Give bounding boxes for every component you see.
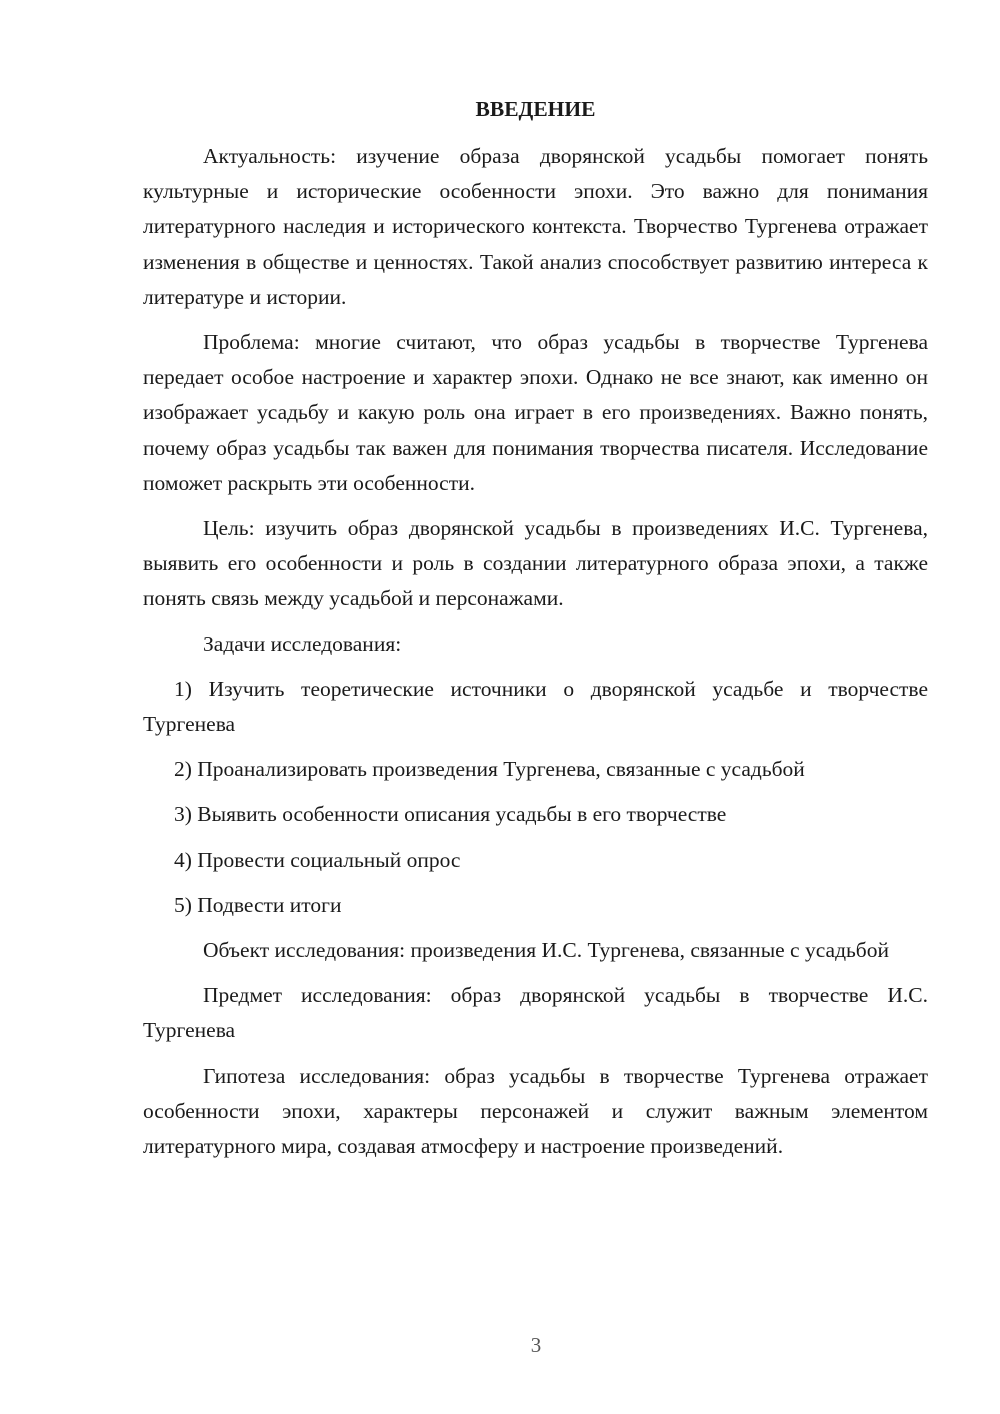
object-paragraph: Объект исследования: произведения И.С. Тургенева, связанные с усадьбой [203, 938, 890, 963]
tasks-heading: Задачи исследования: [203, 631, 402, 656]
document-page [143, 92, 928, 1174]
goal-paragraph: Цель: изучить образ дворянской усадьбы в произведениях И.С. Тургенева, выявить его особенности и роль в создании литературного образа эпохи, а также понять связь между усадьбой и персонажами. [143, 516, 928, 611]
relevance-paragraph: Актуальность: изучение образа дворянской усадьбы помогает понять культурные и исторические особенности эпохи. Это важно для понимания литературного наследия и исторического контекста. Творчество Тургенева отражает изменения в обществе и ценностях. Такой анализ способствует развитию интереса к литературе и истории. [143, 144, 928, 309]
subject-paragraph: Предмет исследования: образ дворянской усадьбы в творчестве И.С. Тургенева [143, 983, 928, 1043]
task-item-5: 5) Подвести итоги [174, 892, 342, 917]
task-item-1: 1) Изучить теоретические источники о дворянской усадьбе и творчестве Тургенева [143, 676, 928, 737]
problem-paragraph: Проблема: многие считают, что образ усадьбы в творчестве Тургенева передает особое настроение и характер эпохи. Однако не все знают, как именно он изображает усадьбу и какую роль она играет в его произведениях. Важно понять, почему образ усадьбы так важен для понимания творчества писателя. Исследование поможет раскрыть эти особенности. [143, 330, 928, 495]
hypothesis-paragraph: Гипотеза исследования: образ усадьбы в творчестве Тургенева отражает особенности эпохи, характеры персонажей и служит важным элементом литературного мира, создавая атмосферу и настроение произведений. [143, 1063, 928, 1159]
tasks-list [143, 672, 928, 923]
task-item-2: 2) Проанализировать произведения Тургенева, связанные с усадьбой [174, 757, 805, 782]
page-number: 3 [530, 1333, 542, 1357]
section-title: ВВЕДЕНИЕ [475, 97, 596, 121]
task-item-4: 4) Провести социальный опрос [174, 847, 461, 872]
task-item-3: 3) Выявить особенности описания усадьбы в его творчестве [174, 802, 727, 827]
